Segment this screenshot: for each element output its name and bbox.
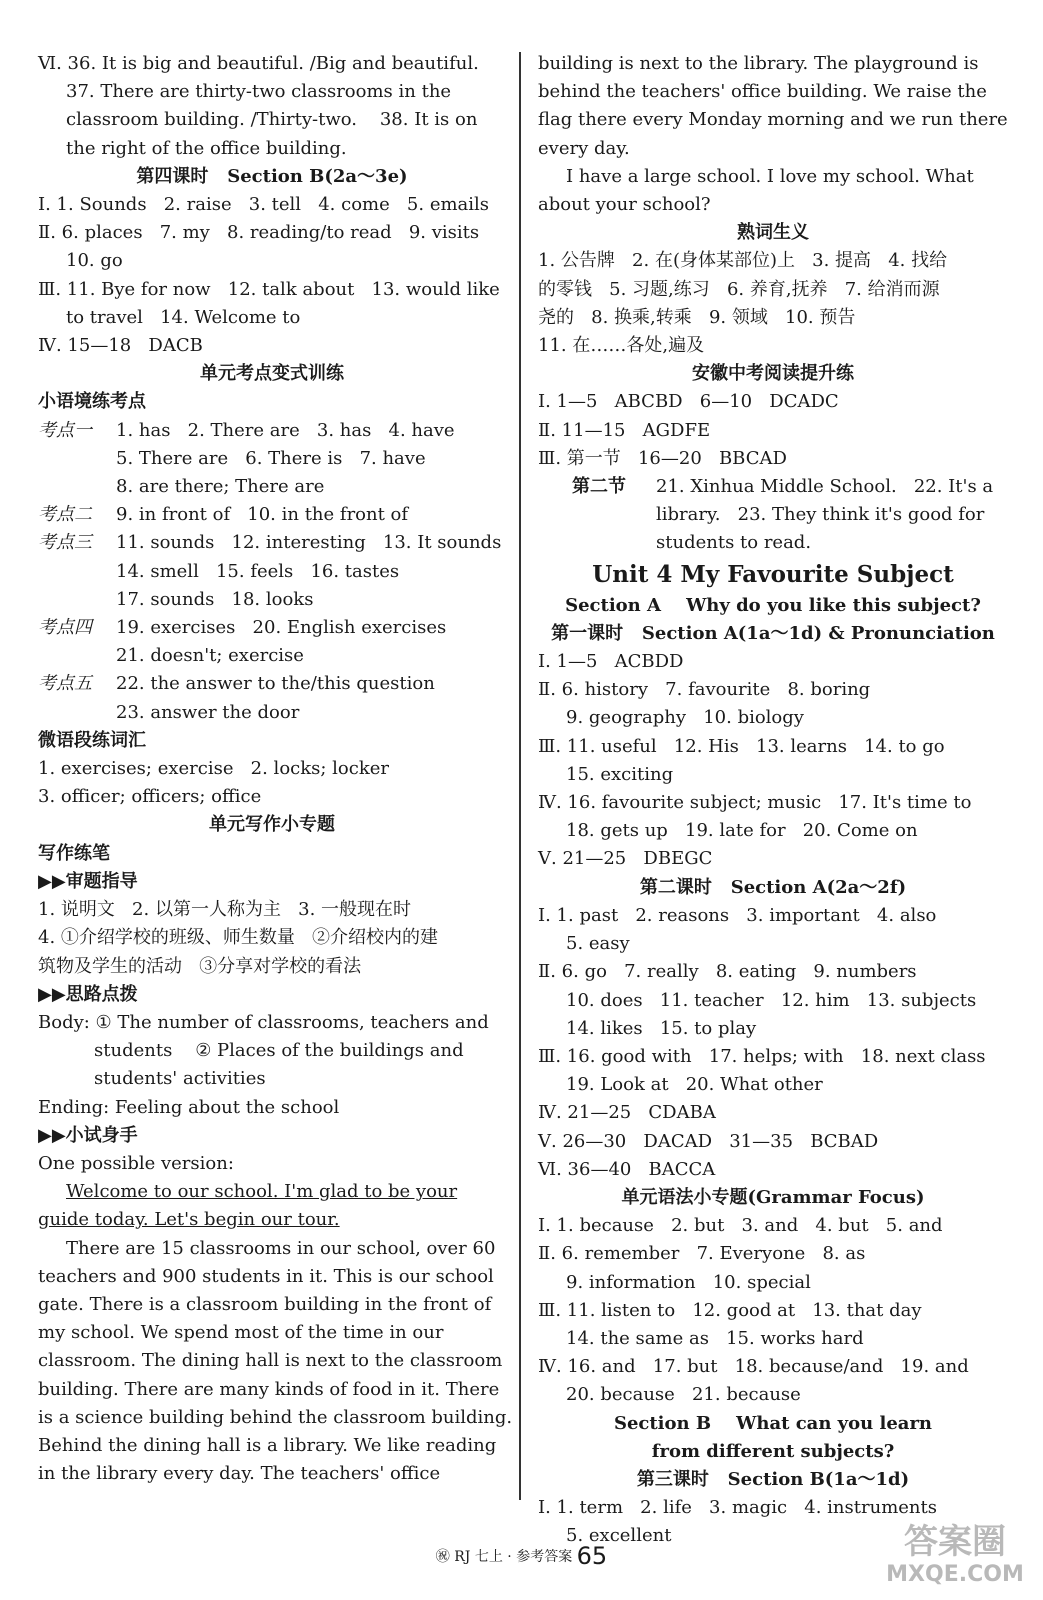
- guide-heading: ▶▶思路点拨: [38, 983, 138, 1005]
- section-heading: Section A Why do you like this subject?: [565, 594, 981, 616]
- answer-line: Ⅱ. 6. places 7. my 8. reading/to read 9. visits: [38, 222, 480, 244]
- section-heading: 单元考点变式训练: [200, 363, 344, 385]
- answer-line: 尧的 8. 换乘,转乘 9. 领域 10. 预告: [538, 306, 856, 328]
- answer-line: 1. has 2. There are 3. has 4. have: [116, 419, 455, 441]
- answer-line: 14. the same as 15. works hard: [566, 1327, 864, 1349]
- answer-line: Ⅰ. 1. because 2. but 3. and 4. but 5. and: [538, 1215, 943, 1237]
- essay-line: is a science building behind the classroom building.: [38, 1406, 513, 1428]
- guide-heading: ▶▶审题指导: [38, 870, 138, 892]
- answer-line: 5. easy: [566, 933, 630, 955]
- answer-line: 37. There are thirty-two classrooms in the: [66, 81, 452, 103]
- subsection-heading: 小语境练考点: [38, 391, 146, 413]
- essay-line: guide today. Let's begin our tour.: [38, 1209, 340, 1231]
- answer-line: Ⅵ. 36—40 BACCA: [538, 1158, 716, 1180]
- kaodian-label: 考点二: [38, 504, 92, 526]
- answer-line: 23. answer the door: [116, 701, 300, 723]
- answer-line: Ⅰ. 1. past 2. reasons 3. important 4. also: [538, 904, 937, 926]
- answer-line: Ⅱ. 6. go 7. really 8. eating 9. numbers: [538, 961, 917, 983]
- answer-line: 10. does 11. teacher 12. him 13. subjects: [566, 989, 977, 1011]
- subsection-heading: 写作练笔: [38, 842, 110, 864]
- answer-line: 19. Look at 20. What other: [566, 1074, 823, 1096]
- kaodian-2: [38, 501, 506, 529]
- answer-line: 3. officer; officers; office: [38, 786, 262, 808]
- left-column: [38, 50, 513, 1488]
- kaodian-label: 考点五: [38, 673, 92, 695]
- answer-line: 11. 在……各处,遍及: [538, 335, 705, 357]
- kaodian-label: 考点三: [38, 532, 92, 554]
- section-heading: 单元写作小专题: [209, 814, 335, 836]
- answer-line: Ⅰ. 1—5 ACBDD: [538, 651, 684, 673]
- answer-line: 1. 公告牌 2. 在(身体某部位)上 3. 提高 4. 找给: [538, 250, 948, 272]
- lesson-heading: 第四课时 Section B(2a～3e): [136, 165, 408, 187]
- watermark-logo: [875, 1522, 1035, 1592]
- section-heading: 单元语法小专题(Grammar Focus): [621, 1186, 925, 1208]
- essay-line: about your school?: [538, 194, 711, 216]
- answer-line: 20. because 21. because: [566, 1384, 801, 1406]
- section-heading: from different subjects?: [651, 1440, 895, 1462]
- essay-line: Welcome to our school. I'm glad to be your: [66, 1181, 458, 1203]
- section-heading: 安徽中考阅读提升练: [692, 363, 854, 385]
- answer-line: 18. gets up 19. late for 20. Come on: [566, 820, 918, 842]
- lesson-heading: 第一课时 Section A(1a～1d) & Pronunciation: [551, 622, 995, 644]
- essay-line: behind the teachers' office building. We raise the: [538, 81, 987, 103]
- section-heading: Section B What can you learn: [613, 1412, 933, 1434]
- page-number: 65: [576, 1542, 608, 1570]
- answer-line: Ⅴ. 26—30 DACAD 31—35 BCBAD: [538, 1130, 879, 1152]
- answer-line: Ⅲ. 16. good with 17. helps; with 18. next class: [538, 1045, 986, 1067]
- answer-line: 筑物及学生的活动 ③分享对学校的看法: [38, 955, 362, 977]
- essay-line: There are 15 classrooms in our school, over 60: [66, 1237, 496, 1259]
- answer-line: Ⅲ. 11. listen to 12. good at 13. that day: [538, 1299, 922, 1321]
- answer-line: 15. exciting: [566, 763, 674, 785]
- answer-line: Ⅲ. 11. Bye for now 12. talk about 13. would like: [38, 278, 500, 300]
- kaodian-3: [38, 529, 506, 614]
- essay-line: classroom. The dining hall is next to the classroom: [38, 1350, 503, 1372]
- answer-line: Ⅴ. 21—25 DBEGC: [538, 848, 713, 870]
- answer-line: Ⅲ. 11. useful 12. His 13. learns 14. to go: [538, 735, 945, 757]
- answer-line: 8. are there; There are: [116, 476, 325, 498]
- answer-line: 1. exercises; exercise 2. locks; locker: [38, 758, 389, 780]
- unit-title: Unit 4 My Favourite Subject: [592, 560, 954, 588]
- kaodian-label: 考点四: [38, 617, 92, 639]
- answer-line: Ⅵ. 36. It is big and beautiful. /Big and beautiful.: [38, 53, 479, 74]
- answer-line: 5. excellent: [566, 1525, 672, 1547]
- answer-line: Ⅱ. 6. history 7. favourite 8. boring: [538, 679, 871, 701]
- answer-line: 1. 说明文 2. 以第一人称为主 3. 一般现在时: [38, 899, 412, 921]
- answer-line: 21. Xinhua Middle School. 22. It's a: [656, 476, 994, 498]
- answer-line: the right of the office building.: [66, 137, 347, 159]
- essay-line: flag there every Monday morning and we run there: [538, 109, 1008, 131]
- answer-line: students ② Places of the buildings and: [94, 1040, 464, 1062]
- answer-line: 19. exercises 20. English exercises: [116, 617, 447, 639]
- essay-line: gate. There is a classroom building in the front of: [38, 1293, 492, 1315]
- answer-line: 21. doesn't; exercise: [116, 645, 304, 667]
- right-column: [538, 50, 1008, 1551]
- section-label-text: 第二节: [572, 476, 626, 498]
- answer-line: Ⅰ. 1. Sounds 2. raise 3. tell 4. come 5. emails: [38, 194, 490, 216]
- answer-line: 10. go: [66, 250, 123, 272]
- section-label: [538, 473, 656, 558]
- answer-line: Ⅳ. 21—25 CDABA: [538, 1102, 716, 1124]
- column-divider: [519, 52, 521, 1500]
- kaodian-1: [38, 417, 506, 502]
- answer-line: 5. There are 6. There is 7. have: [116, 447, 426, 469]
- essay-line: building. There are many kinds of food in it. There: [38, 1378, 500, 1400]
- answer-line: to travel 14. Welcome to: [66, 306, 301, 328]
- answer-line: students to read.: [656, 532, 812, 554]
- answer-line: library. 23. They think it's good for: [656, 504, 985, 526]
- answer-line: 的零钱 5. 习题,练习 6. 养育,抚养 7. 给消而源: [538, 278, 940, 300]
- kaodian-label: 考点一: [38, 419, 92, 441]
- answer-line: 14. likes 15. to play: [566, 1017, 757, 1039]
- essay-line: my school. We spend most of the time in our: [38, 1322, 444, 1344]
- kaodian-5: [38, 670, 506, 726]
- answer-line: One possible version:: [38, 1152, 234, 1174]
- answer-line: students' activities: [94, 1068, 266, 1090]
- answer-line: Ⅳ. 16. and 17. but 18. because/and 19. and: [538, 1356, 969, 1378]
- lesson-heading: 第二课时 Section A(2a～2f): [639, 876, 907, 898]
- essay-line: every day.: [538, 137, 630, 159]
- answer-line: Ⅳ. 15—18 DACB: [38, 335, 203, 357]
- answer-line: Ⅰ. 1. term 2. life 3. magic 4. instruments: [538, 1497, 937, 1519]
- essay-line: in the library every day. The teachers' office: [38, 1463, 441, 1485]
- answer-line: 11. sounds 12. interesting 13. It sounds: [116, 532, 502, 554]
- answer-line: Ⅱ. 11—15 AGDFE: [538, 419, 711, 441]
- answer-line: Ⅳ. 16. favourite subject; music 17. It's time to: [538, 792, 972, 814]
- answer-line: Ⅱ. 6. remember 7. Everyone 8. as: [538, 1243, 866, 1265]
- answer-line: 9. geography 10. biology: [566, 707, 804, 729]
- watermark-url: MXQE.COM: [886, 1562, 1024, 1587]
- guide-heading: ▶▶小试身手: [38, 1124, 138, 1146]
- essay-line: I have a large school. I love my school. What: [566, 165, 974, 187]
- essay-line: Behind the dining hall is a library. We like reading: [38, 1434, 497, 1456]
- answer-line: 22. the answer to the/this question: [116, 673, 435, 695]
- answer-line: 9. information 10. special: [566, 1271, 811, 1293]
- footer-label: ㊗ RJ 七上 · 参考答案: [435, 1549, 573, 1565]
- answer-line: Ⅲ. 第一节 16—20 BBCAD: [538, 447, 787, 469]
- answer-line: 9. in front of 10. in the front of: [116, 504, 409, 526]
- answer-line: 17. sounds 18. looks: [116, 588, 314, 610]
- kaodian-4: [38, 614, 506, 670]
- answer-line: classroom building. /Thirty-two. 38. It is on: [66, 109, 478, 131]
- answer-line: 14. smell 15. feels 16. tastes: [116, 560, 400, 582]
- lesson-heading: 第三课时 Section B(1a～1d): [636, 1468, 910, 1490]
- answer-line: Body: ① The number of classrooms, teachers and: [38, 1011, 489, 1033]
- essay-line: building is next to the library. The playground is: [538, 53, 979, 74]
- section-heading: 熟词生义: [737, 222, 809, 244]
- answer-line: Ending: Feeling about the school: [38, 1096, 340, 1118]
- second-section: [538, 473, 1008, 558]
- answer-line: Ⅰ. 1—5 ABCBD 6—10 DCADC: [538, 391, 839, 413]
- watermark-text: 答案圈: [904, 1522, 1006, 1562]
- answer-line: 4. ①介绍学校的班级、师生数量 ②介绍校内的建: [38, 927, 439, 949]
- subsection-heading: 微语段练词汇: [38, 729, 146, 751]
- essay-line: teachers and 900 students in it. This is our school: [38, 1265, 494, 1287]
